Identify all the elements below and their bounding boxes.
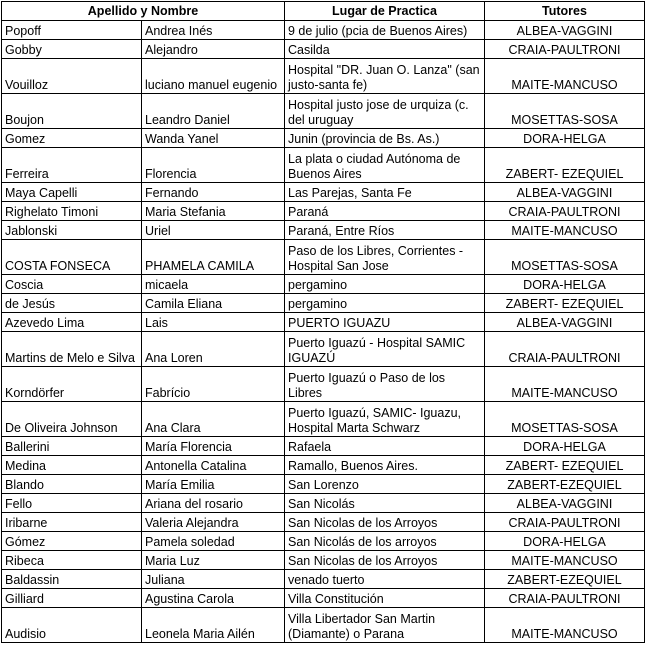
table-row	[2, 551, 645, 570]
cell-surname: Righelato Timoni	[2, 202, 142, 221]
cell-surname: Fello	[2, 494, 142, 513]
table-row	[2, 456, 645, 475]
cell-tutors: MAITE-MANCUSO	[485, 221, 645, 240]
cell-surname: Vouilloz	[2, 59, 142, 94]
cell-first-name: Fernando	[142, 183, 285, 202]
cell-place: Ramallo, Buenos Aires.	[285, 456, 485, 475]
cell-place: Paraná	[285, 202, 485, 221]
cell-place: 9 de julio (pcia de Buenos Aires)	[285, 21, 485, 40]
cell-tutors: MAITE-MANCUSO	[485, 59, 645, 94]
cell-surname: De Oliveira Johnson	[2, 402, 142, 437]
table-row	[2, 402, 645, 437]
cell-tutors: MOSETTAS-SOSA	[485, 402, 645, 437]
table-row	[2, 202, 645, 221]
cell-tutors: ZABERT- EZEQUIEL	[485, 456, 645, 475]
cell-first-name: Uriel	[142, 221, 285, 240]
cell-place: Casilda	[285, 40, 485, 59]
cell-surname: Iribarne	[2, 513, 142, 532]
cell-first-name: Agustina Carola	[142, 589, 285, 608]
cell-first-name: luciano manuel eugenio	[142, 59, 285, 94]
cell-surname: Gilliard	[2, 589, 142, 608]
table-row	[2, 240, 645, 275]
header-tutors: Tutores	[485, 2, 645, 21]
cell-place: PUERTO IGUAZU	[285, 313, 485, 332]
cell-first-name: Leonela Maria Ailén	[142, 608, 285, 643]
cell-place: Las Parejas, Santa Fe	[285, 183, 485, 202]
cell-place: Paraná, Entre Ríos	[285, 221, 485, 240]
cell-tutors: DORA-HELGA	[485, 129, 645, 148]
cell-surname: Medina	[2, 456, 142, 475]
cell-surname: Maya Capelli	[2, 183, 142, 202]
table-row	[2, 275, 645, 294]
cell-surname: Baldassin	[2, 570, 142, 589]
cell-first-name: Fabrício	[142, 367, 285, 402]
cell-first-name: Pamela soledad	[142, 532, 285, 551]
cell-place: Paso de los Libres, Corrientes - Hospital San Jose	[285, 240, 485, 275]
cell-surname: Audisio	[2, 608, 142, 643]
cell-place: Puerto Iguazú, SAMIC- Iguazu, Hospital Marta Schwarz	[285, 402, 485, 437]
cell-tutors: ZABERT-EZEQUIEL	[485, 570, 645, 589]
cell-place: Junin (provincia de Bs. As.)	[285, 129, 485, 148]
cell-place: La plata o ciudad Autónoma de Buenos Aires	[285, 148, 485, 183]
cell-first-name: Leandro Daniel	[142, 94, 285, 129]
cell-surname: Gobby	[2, 40, 142, 59]
cell-tutors: MAITE-MANCUSO	[485, 367, 645, 402]
table-row	[2, 367, 645, 402]
cell-surname: COSTA FONSECA	[2, 240, 142, 275]
cell-tutors: MAITE-MANCUSO	[485, 608, 645, 643]
table-row	[2, 294, 645, 313]
cell-tutors: ALBEA-VAGGINI	[485, 21, 645, 40]
cell-first-name: Ana Clara	[142, 402, 285, 437]
cell-surname: Coscia	[2, 275, 142, 294]
cell-place: San Nicolas de los Arroyos	[285, 551, 485, 570]
cell-place: San Lorenzo	[285, 475, 485, 494]
table-row	[2, 513, 645, 532]
cell-surname: Ferreira	[2, 148, 142, 183]
students-table	[1, 1, 645, 643]
cell-place: San Nicolas de los Arroyos	[285, 513, 485, 532]
cell-place: Puerto Iguazú o Paso de los Libres	[285, 367, 485, 402]
cell-first-name: Antonella Catalina	[142, 456, 285, 475]
table-row	[2, 183, 645, 202]
cell-surname: Popoff	[2, 21, 142, 40]
cell-tutors: CRAIA-PAULTRONI	[485, 513, 645, 532]
cell-surname: Gómez	[2, 532, 142, 551]
cell-first-name: PHAMELA CAMILA	[142, 240, 285, 275]
cell-first-name: Camila Eliana	[142, 294, 285, 313]
cell-surname: Martins de Melo e Silva	[2, 332, 142, 367]
cell-first-name: Ana Loren	[142, 332, 285, 367]
cell-first-name: Maria Luz	[142, 551, 285, 570]
table-row	[2, 332, 645, 367]
cell-surname: Ballerini	[2, 437, 142, 456]
header-place: Lugar de Practica	[285, 2, 485, 21]
cell-tutors: ZABERT-EZEQUIEL	[485, 475, 645, 494]
cell-first-name: Lais	[142, 313, 285, 332]
cell-place: Villa Libertador San Martin (Diamante) o Parana	[285, 608, 485, 643]
table-row	[2, 589, 645, 608]
cell-tutors: DORA-HELGA	[485, 275, 645, 294]
table-row	[2, 437, 645, 456]
cell-place: Puerto Iguazú - Hospital SAMIC IGUAZÚ	[285, 332, 485, 367]
table-row	[2, 313, 645, 332]
cell-surname: Azevedo Lima	[2, 313, 142, 332]
cell-place: Villa Constitución	[285, 589, 485, 608]
cell-first-name: Florencia	[142, 148, 285, 183]
cell-first-name: Maria Stefania	[142, 202, 285, 221]
cell-first-name: micaela	[142, 275, 285, 294]
cell-place: pergamino	[285, 275, 485, 294]
cell-tutors: ZABERT- EZEQUIEL	[485, 294, 645, 313]
cell-tutors: MAITE-MANCUSO	[485, 551, 645, 570]
cell-place: Hospital "DR. Juan O. Lanza" (san justo-santa fe)	[285, 59, 485, 94]
table-row	[2, 40, 645, 59]
cell-place: Hospital justo jose de urquiza (c. del uruguay	[285, 94, 485, 129]
cell-tutors: DORA-HELGA	[485, 437, 645, 456]
table-body	[2, 21, 645, 643]
cell-first-name: Juliana	[142, 570, 285, 589]
table-row	[2, 608, 645, 643]
header-row	[2, 2, 645, 21]
cell-first-name: Andrea Inés	[142, 21, 285, 40]
table-row	[2, 570, 645, 589]
cell-surname: Blando	[2, 475, 142, 494]
table-row	[2, 494, 645, 513]
table-row	[2, 59, 645, 94]
cell-surname: Jablonski	[2, 221, 142, 240]
cell-surname: Boujon	[2, 94, 142, 129]
table-row	[2, 221, 645, 240]
cell-first-name: Wanda Yanel	[142, 129, 285, 148]
header-name: Apellido y Nombre	[2, 2, 285, 21]
cell-place: pergamino	[285, 294, 485, 313]
table-row	[2, 475, 645, 494]
cell-surname: Gomez	[2, 129, 142, 148]
cell-surname: Ribeca	[2, 551, 142, 570]
cell-place: venado tuerto	[285, 570, 485, 589]
cell-tutors: MOSETTAS-SOSA	[485, 240, 645, 275]
table-row	[2, 148, 645, 183]
cell-tutors: CRAIA-PAULTRONI	[485, 40, 645, 59]
table-row	[2, 532, 645, 551]
cell-place: San Nicolás	[285, 494, 485, 513]
cell-first-name: Alejandro	[142, 40, 285, 59]
cell-tutors: ALBEA-VAGGINI	[485, 183, 645, 202]
cell-place: Rafaela	[285, 437, 485, 456]
cell-surname: Korndörfer	[2, 367, 142, 402]
cell-tutors: ZABERT- EZEQUIEL	[485, 148, 645, 183]
cell-tutors: CRAIA-PAULTRONI	[485, 202, 645, 221]
table-row	[2, 21, 645, 40]
cell-tutors: ALBEA-VAGGINI	[485, 313, 645, 332]
cell-tutors: CRAIA-PAULTRONI	[485, 332, 645, 367]
cell-first-name: María Emilia	[142, 475, 285, 494]
cell-tutors: ALBEA-VAGGINI	[485, 494, 645, 513]
cell-tutors: DORA-HELGA	[485, 532, 645, 551]
cell-first-name: Ariana del rosario	[142, 494, 285, 513]
table-row	[2, 94, 645, 129]
table-row	[2, 129, 645, 148]
cell-tutors: CRAIA-PAULTRONI	[485, 589, 645, 608]
cell-first-name: Valeria Alejandra	[142, 513, 285, 532]
cell-surname: de Jesús	[2, 294, 142, 313]
cell-place: San Nicolás de los arroyos	[285, 532, 485, 551]
cell-first-name: María Florencia	[142, 437, 285, 456]
cell-tutors: MOSETTAS-SOSA	[485, 94, 645, 129]
